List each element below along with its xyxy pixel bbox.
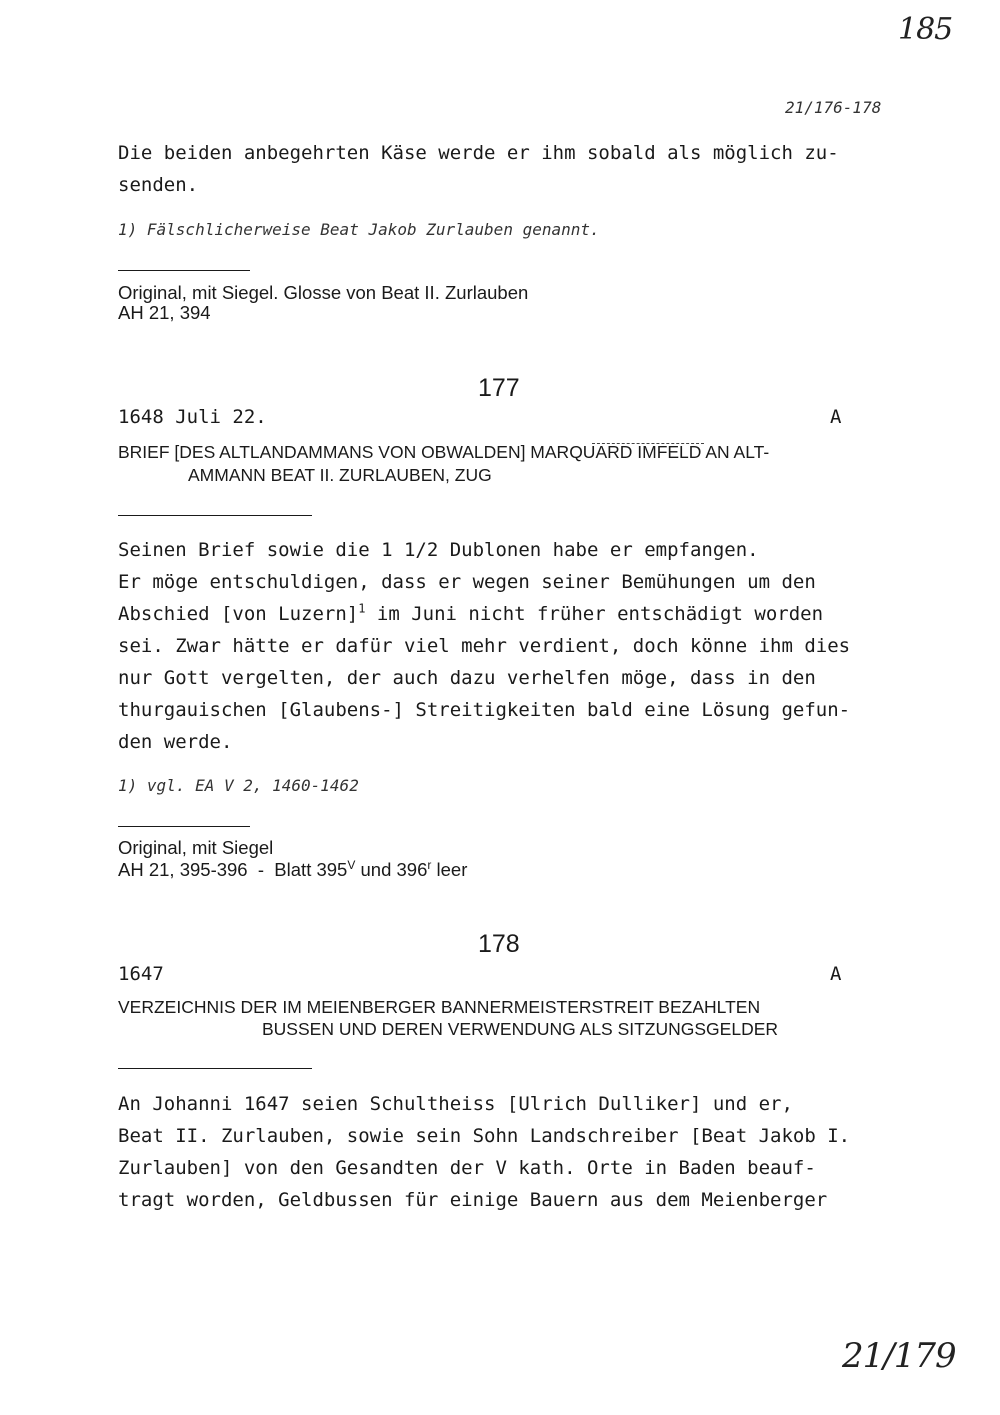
document-177-body-line-6: thurgauischen [Glaubens-] Streitigkeiten bald eine Lösung gefun- xyxy=(118,699,851,721)
superscript: r xyxy=(427,857,432,872)
document-178-mark: A xyxy=(830,963,842,985)
separator-rule xyxy=(118,826,250,827)
document-177-date: 1648 Juli 22. xyxy=(118,406,267,428)
document-178-body-line-3: Zurlauben] von den Gesandten der V kath. Orte in Baden beauf- xyxy=(118,1157,816,1179)
separator-rule xyxy=(118,1068,312,1069)
document-177-body-line-4: sei. Zwar hätte er dafür viel mehr verdient, doch könne ihm dies xyxy=(118,635,851,657)
prev-text-line-2: senden. xyxy=(118,174,199,196)
document-178-body-line-4: tragt worden, Geldbussen für einige Bauern aus dem Meienberger xyxy=(118,1189,828,1211)
handwritten-page-number: 185 xyxy=(898,12,953,47)
document-177-body-line-5: nur Gott vergelten, der auch dazu verhelfen möge, dass in den xyxy=(118,667,816,689)
page-reference: 21/176-178 xyxy=(785,98,882,117)
document-177-body-line-3 xyxy=(118,603,823,625)
separator-rule xyxy=(118,515,312,516)
prev-source-line-2: AH 21, 394 xyxy=(118,302,211,323)
source-text: AH 21, 395-396 - Blatt 395 xyxy=(118,859,348,880)
prev-source-line-1: Original, mit Siegel. Glosse von Beat II. Zurlauben xyxy=(118,282,529,303)
document-number-178: 178 xyxy=(478,930,520,958)
document-178-title-line-1: VERZEICHNIS DER IM MEIENBERGER BANNERMEISTERSTREIT BEZAHLTEN xyxy=(118,997,761,1017)
document-number-177: 177 xyxy=(478,374,520,402)
document-178-body-line-1: An Johanni 1647 seien Schultheiss [Ulrich Dulliker] und er, xyxy=(118,1093,793,1115)
document-177-body-line-2: Er möge entschuldigen, dass er wegen seiner Bemühungen um den xyxy=(118,571,816,593)
document-177-title-line-2: AMMANN BEAT II. ZURLAUBEN, ZUG xyxy=(188,465,492,485)
document-177-title-line-1: BRIEF [DES ALTLANDAMMANS VON OBWALDEN] MARQUARD IMFELD AN ALT- xyxy=(118,442,770,462)
source-text: leer xyxy=(431,859,468,880)
body-text: im Juni nicht früher entschädigt worden xyxy=(365,603,824,625)
document-177-mark: A xyxy=(830,406,842,428)
document-178-date: 1647 xyxy=(118,963,164,985)
document-177-source-line-1: Original, mit Siegel xyxy=(118,837,274,858)
handwritten-folio-number: 21/179 xyxy=(842,1336,956,1376)
document-177-body-line-1: Seinen Brief sowie die 1 1/2 Dublonen habe er empfangen. xyxy=(118,539,759,561)
prev-text-line-1: Die beiden anbegehrten Käse werde er ihm sobald als möglich zu- xyxy=(118,142,839,164)
document-177-body-line-7: den werde. xyxy=(118,731,233,753)
prev-footnote: 1) Fälschlicherweise Beat Jakob Zurlauben genannt. xyxy=(118,220,600,239)
superscript: V xyxy=(347,857,356,872)
document-177-source-line-2 xyxy=(118,859,467,881)
separator-rule xyxy=(118,270,250,271)
document-177-footnote: 1) vgl. EA V 2, 1460-1462 xyxy=(118,776,359,795)
source-text: und 396 xyxy=(355,859,428,880)
document-178-title-line-2: BUSSEN UND DEREN VERWENDUNG ALS SITZUNGSGELDER xyxy=(262,1019,779,1039)
footnote-marker: 1 xyxy=(358,601,366,616)
document-178-body-line-2: Beat II. Zurlauben, sowie sein Sohn Landschreiber [Beat Jakob I. xyxy=(118,1125,851,1147)
body-text: Abschied [von Luzern] xyxy=(118,603,359,625)
